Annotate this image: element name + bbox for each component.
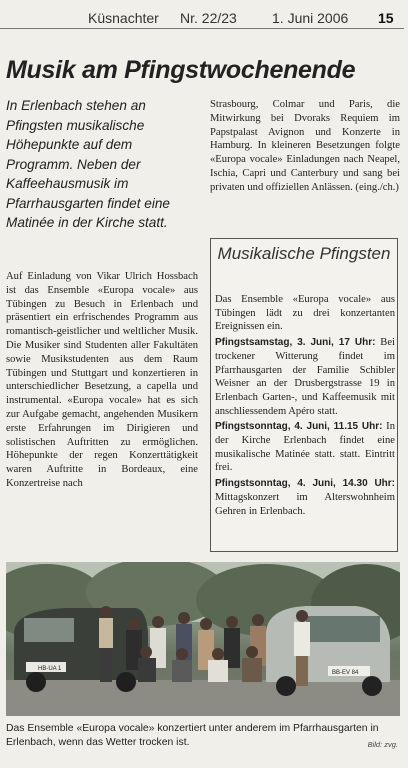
event-date: Pfingstsamstag, 3. Juni, 17 Uhr: xyxy=(215,337,376,349)
article-lead: In Erlenbach stehen an Pfingsten musikalische Höhepunkte auf dem Programm. Neben der Kaffeehausmusik im Pfarrhausgarten findet eine Matinée in der Kirche statt. xyxy=(6,98,170,230)
masthead-paper-name: Küsnachter xyxy=(88,10,159,26)
masthead xyxy=(0,6,404,29)
photo-caption: Das Ensemble «Europa vocale» konzertiert unter anderem im Pfarrhausgarten in Erlenbach, wenn das Wetter trocken ist. xyxy=(6,723,379,748)
plate-left: HB-UA 1 xyxy=(38,666,62,672)
plate-right: BB-EV 84 xyxy=(332,670,359,676)
article-body-left: Auf Einladung von Vikar Ulrich Hossbach ist das Ensemble «Europa vocale» aus Tübingen zu Besuch in Erlenbach und präsentiert ein erfrischendes Programm aus romantisch-geistlicher und weltlicher Musik. Die Musiker sind Studenten aller Fakultäten sowie Musikstudenten aus dem Raum Tübingen und Stuttgart und konzertieren in unterschiedlicher Besetzung, a capella und instrumental. «Europa vocale» hat es sich zur Aufgabe gemacht, angehenden Musikern erste Erfahrungen im Dirigieren und solistischen Auftritten zu ermöglichen. Höhepunkte der regen Konzerttätigkeit waren Auftritte in Bordeaux, eine Konzertreise nach xyxy=(6,271,198,489)
event-text: Mittagskonzert im Alterswohnheim Gehren in Erlenbach. xyxy=(215,491,395,517)
infobox-event xyxy=(215,477,395,518)
article-body-right: Strasbourg, Colmar und Paris, die Mitwirkung bei Dvoraks Requiem im Papstpalast Avignon und Konzerte in Hamburg. In kleineren Besetzungen folgte «Europa vocale» Einladungen nach Neapel, Ischia, Capri und Canterbury und sang bei privaten und offiziellen Anlässen. (eing./ch.) xyxy=(210,99,400,193)
infobox-title: Musikalische Pfingsten xyxy=(217,244,391,263)
masthead-date: 1. Juni 2006 xyxy=(272,10,349,26)
masthead-page-number: 15 xyxy=(378,10,394,26)
event-text: Bei trockener Witterung findet im Pfarrhausgarten der Familie Schibler Weisner an der Drusbergstrasse 19 in Erlenbach Garten-, und Kaffeemusik mit anschliessendem Apéro statt. xyxy=(215,337,395,417)
infobox-intro: Das Ensemble «Europa vocale» aus Tübingen lädt zu drei konzertanten Ereignissen ein. xyxy=(215,294,395,333)
infobox-body xyxy=(215,293,395,520)
photo-credit: Bild: zvg. xyxy=(367,740,398,749)
event-date: Pfingstsonntag, 4. Juni, 11.15 Uhr: xyxy=(215,421,383,433)
infobox-event xyxy=(215,336,395,418)
event-text: In der Kirche Erlenbach findet eine musikalische Matinée statt. statt. Eintritt frei. xyxy=(215,421,395,474)
article-headline: Musik am Pfingstwochenende xyxy=(6,56,356,84)
ensemble-photo xyxy=(6,562,400,716)
event-date: Pfingstsonntag, 4. Juni, 14.30 Uhr: xyxy=(215,478,395,490)
event-infobox xyxy=(210,238,398,552)
photo-illustration xyxy=(6,562,400,716)
masthead-issue: Nr. 22/23 xyxy=(180,10,237,26)
infobox-event xyxy=(215,420,395,475)
